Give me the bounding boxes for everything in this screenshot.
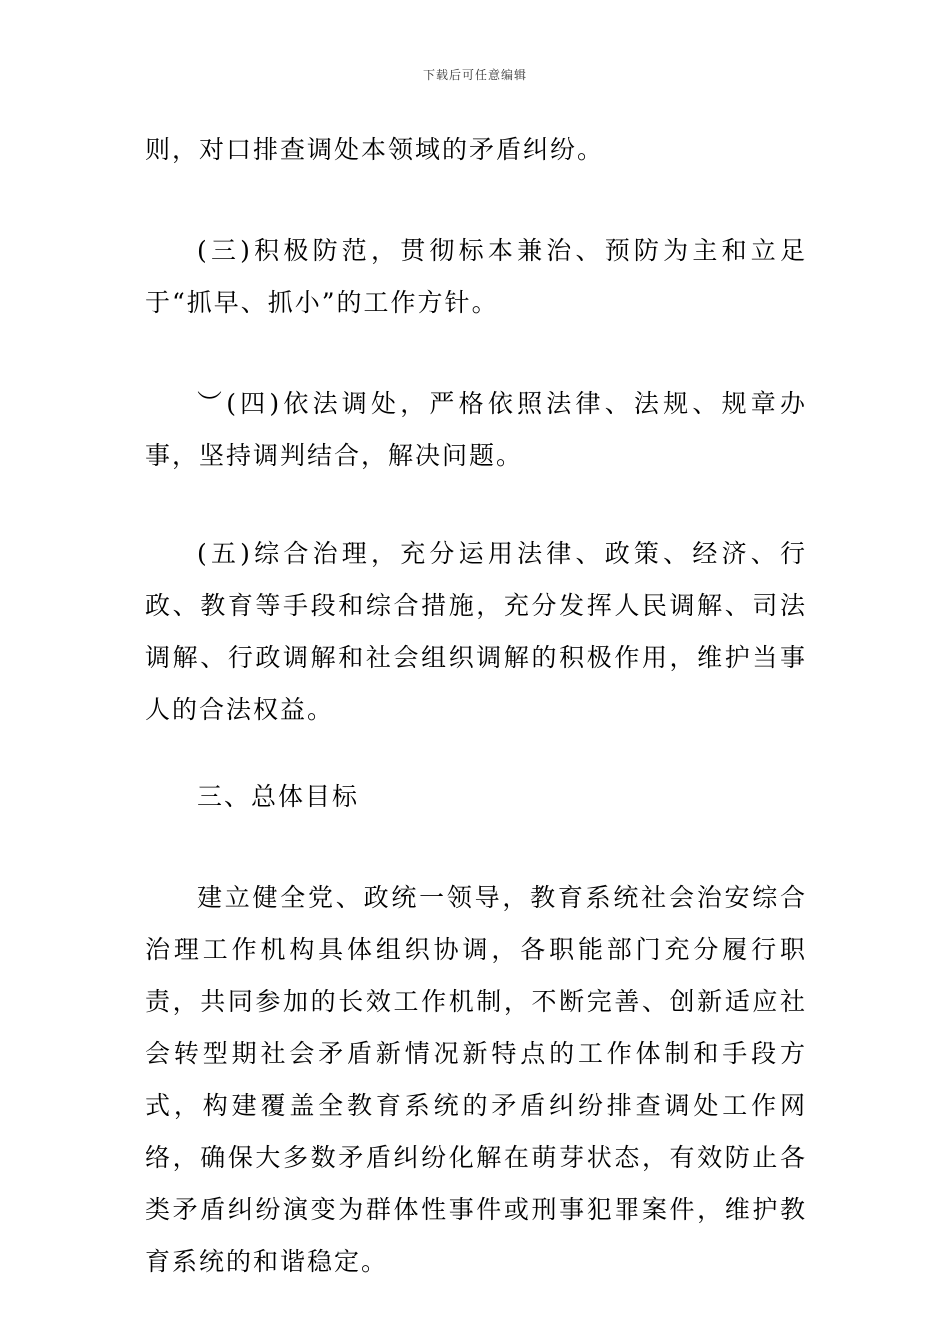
paragraph-item-3: (三)积极防范，贯彻标本兼治、预防为主和立足于“抓早、抓小”的工作方针。 [145,236,807,317]
page-header-note: 下载后可任意编辑 [422,68,527,82]
paragraph-item-5: (五)综合治理，充分运用法律、政策、经济、行政、教育等手段和综合措施，充分发挥人民调解、司法调解、行政调解和社会组织调解的积极作用，维护当事人的合法权益。 [145,539,807,724]
paragraph-item-4: ︶(四)依法调处，严格依照法律、法规、规章办事，坚持调判结合，解决问题。 [145,389,807,470]
paragraph-overall-goal: 建立健全党、政统一领导，教育系统社会治安综合治理工作机构具体组织协调，各职能部门充分履行职责，共同参加的长效工作机制，不断完善、创新适应社会转型期社会矛盾新情况新特点的工作体制和手段方式，构建覆盖全教育系统的矛盾纠纷排查调处工作网络，确保大多数矛盾纠纷化解在萌芽状态，有效防止各类矛盾纠纷演变为群体性事件或刑事犯罪案件，维护教育系统的和谐稳定。 [145,883,807,1276]
section-heading-overall-goal: 三、总体目标 [197,782,360,811]
paragraph-continuation: 则，对口排查调处本领域的矛盾纠纷。 [145,135,605,164]
